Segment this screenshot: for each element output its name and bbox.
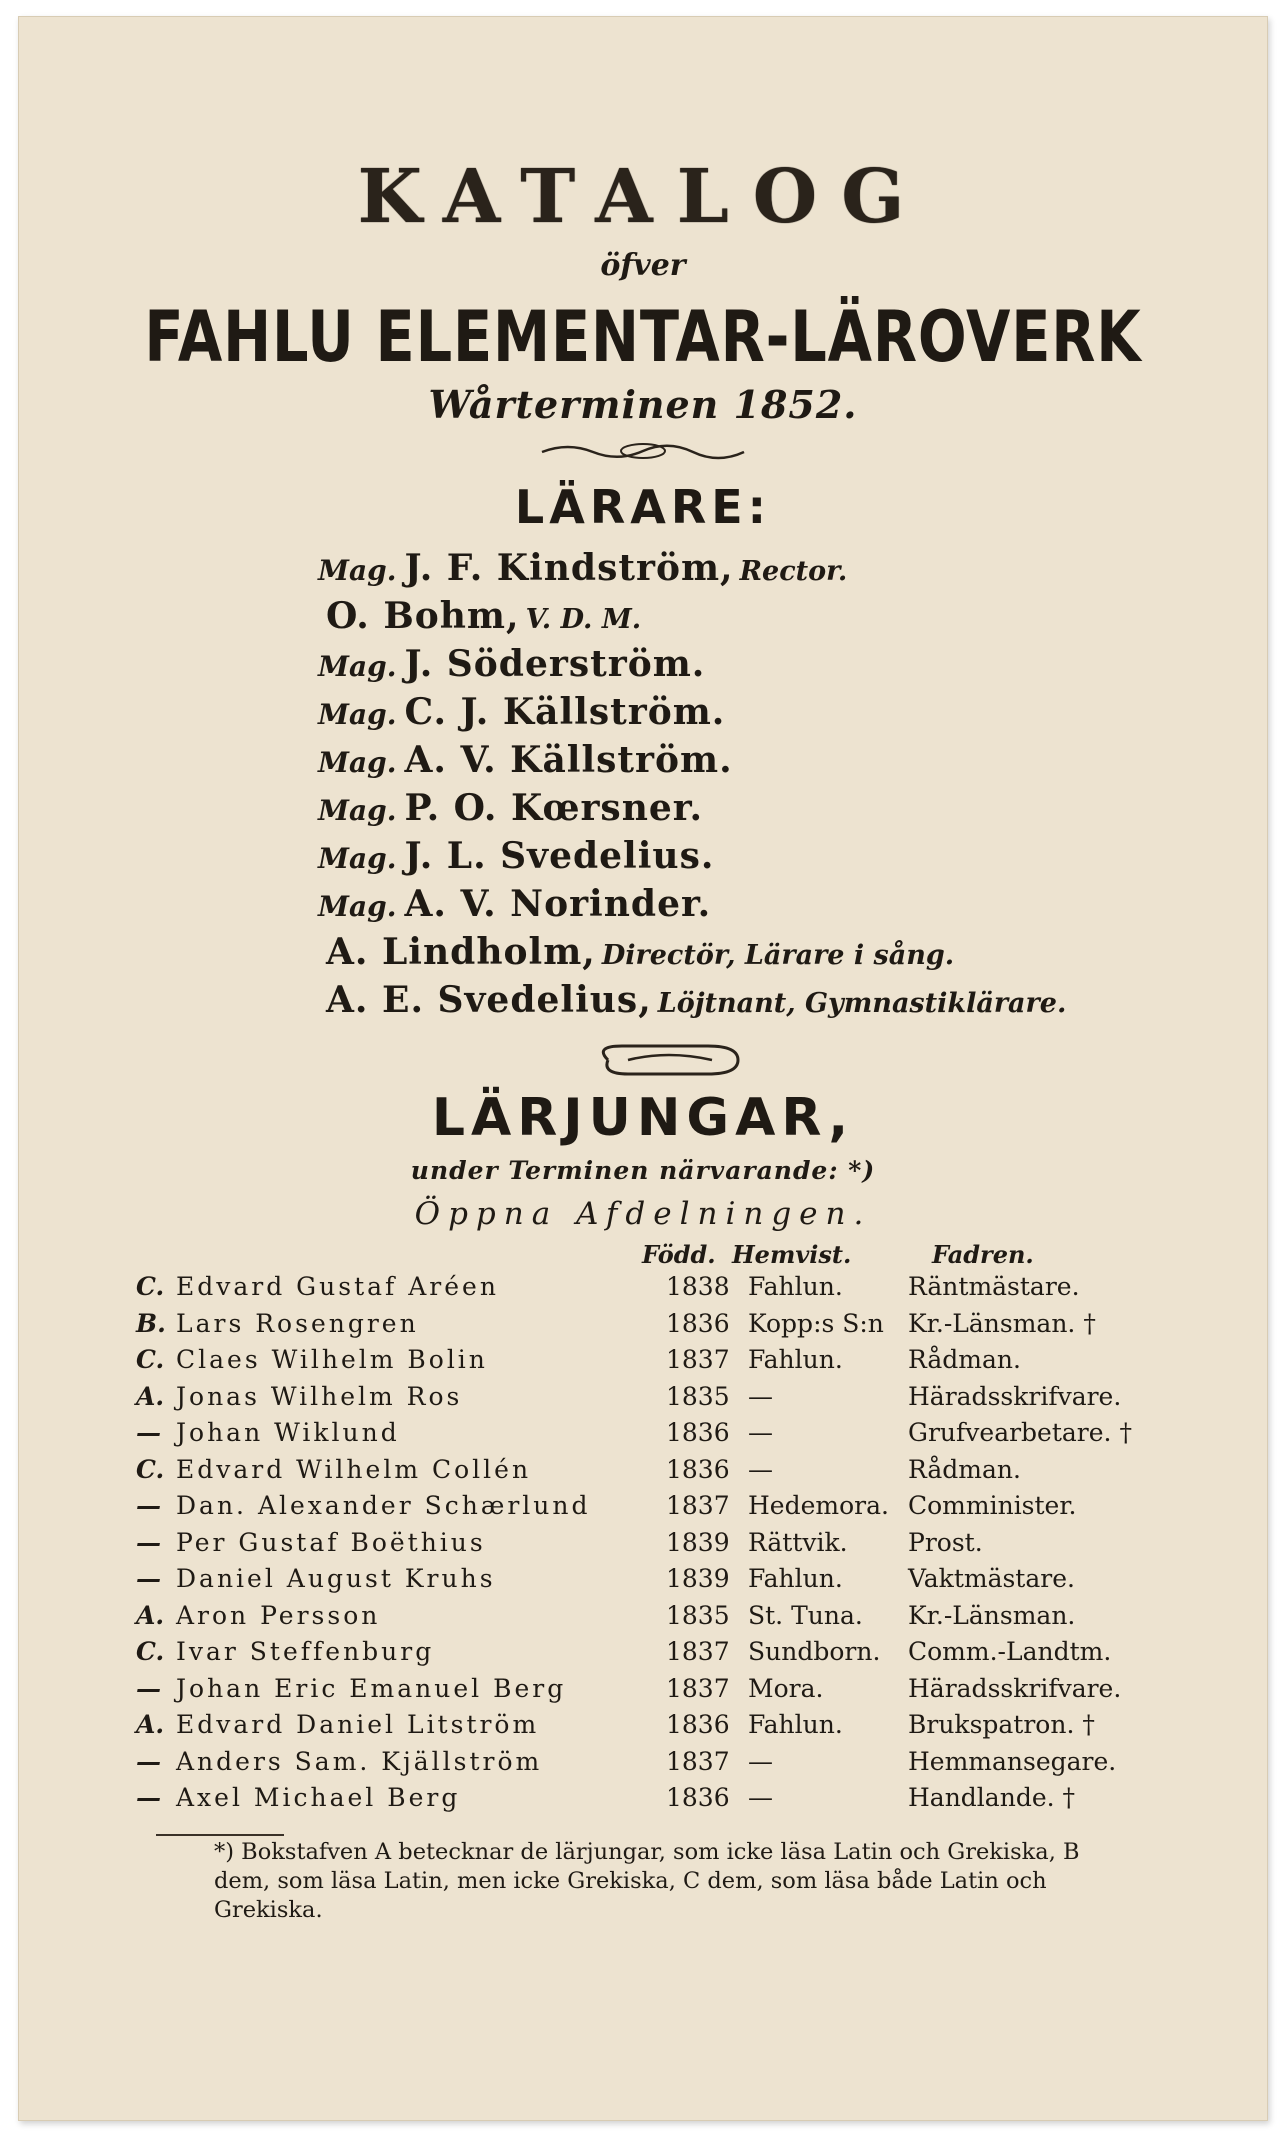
column-header-father: Fadren.	[932, 1240, 1034, 1269]
section-title: Öppna Afdelningen.	[414, 1196, 872, 1232]
flourish-ornament-top	[538, 438, 748, 464]
teachers-list	[318, 544, 1218, 1024]
students-list	[136, 1272, 1216, 1820]
flourish-ornament-middle	[588, 1038, 748, 1082]
teachers-heading: LÄRARE:	[514, 480, 772, 534]
teacher-entry: Mag. A. V. Källström.	[318, 739, 733, 781]
student-row: C. Claes Wilhelm Bolin 1837 Fahlun. Rådman.	[136, 1345, 1021, 1374]
student-row: A. Jonas Wilhelm Ros 1835 — Häradsskrifvare.	[136, 1381, 1122, 1411]
student-row: — Daniel August Kruhs 1839 Fahlun. Vaktmästare.	[136, 1564, 1075, 1593]
students-subheading: under Terminen närvarande: *)	[410, 1156, 876, 1185]
student-row: — Johan Eric Emanuel Berg 1837 Mora. Häradsskrifvare.	[136, 1673, 1122, 1703]
teacher-entry: Mag. P. O. Kœrsner.	[318, 787, 703, 829]
student-row: C. Ivar Steffenburg 1837 Sundborn. Comm.-Landtm.	[136, 1637, 1112, 1666]
column-header-home: Hemvist.	[732, 1240, 852, 1269]
catalog-sheet	[18, 16, 1268, 2121]
document-title: KATALOG	[357, 154, 929, 240]
student-row: — Per Gustaf Boëthius 1839 Rättvik. Prost.	[136, 1527, 983, 1557]
student-row: A. Aron Persson 1835 St. Tuna. Kr.-Länsman.	[136, 1600, 1076, 1630]
teacher-entry: A. Lindholm, Directör, Lärare i sång.	[326, 931, 955, 973]
student-row: A. Edvard Daniel Litström 1836 Fahlun. Brukspatron. †	[136, 1710, 1095, 1739]
term-title: Wårterminen 1852.	[428, 382, 858, 427]
student-row: — Johan Wiklund 1836 — Grufvearbetare. †	[136, 1418, 1132, 1447]
student-row: — Axel Michael Berg 1836 — Handlande. †	[136, 1783, 1076, 1812]
students-heading: LÄRJUNGAR,	[431, 1088, 855, 1148]
teacher-entry: Mag. A. V. Norinder.	[318, 883, 712, 925]
teacher-entry: Mag. J. Söderström.	[318, 643, 706, 685]
student-row: — Dan. Alexander Schærlund 1837 Hedemora. Comminister.	[136, 1491, 1077, 1520]
teacher-entry: A. E. Svedelius, Löjtnant, Gymnastiklärare.	[326, 979, 1067, 1021]
student-row: C. Edvard Wilhelm Collén 1836 — Rådman.	[136, 1454, 1021, 1484]
teacher-entry: O. Bohm, V. D. M.	[326, 595, 642, 637]
school-name: FAHLU ELEMENTAR-LÄROVERK	[144, 296, 1142, 378]
footnote-rule	[156, 1834, 284, 1836]
column-header-born: Född.	[642, 1240, 716, 1269]
student-row: — Anders Sam. Kjällström 1837 — Hemmansegare.	[136, 1746, 1117, 1776]
footnote: *) Bokstafven A betecknar de lärjungar, som icke läsa Latin och Grekiska, B dem, som läsa Latin, men icke Grekiska, C dem, som läsa både Latin och Grekiska.	[214, 1839, 1080, 1923]
subtitle-ofver: öfver	[600, 248, 686, 283]
teacher-entry: Mag. J. F. Kindström, Rector.	[318, 547, 848, 589]
teacher-entry: Mag. C. J. Källström.	[318, 691, 726, 733]
student-row: C. Edvard Gustaf Aréen 1838 Fahlun. Räntmästare.	[136, 1272, 1080, 1301]
student-row: B. Lars Rosengren 1836 Kopp:s S:n Kr.-Länsman. †	[136, 1308, 1096, 1338]
teacher-entry: Mag. J. L. Svedelius.	[318, 835, 715, 877]
